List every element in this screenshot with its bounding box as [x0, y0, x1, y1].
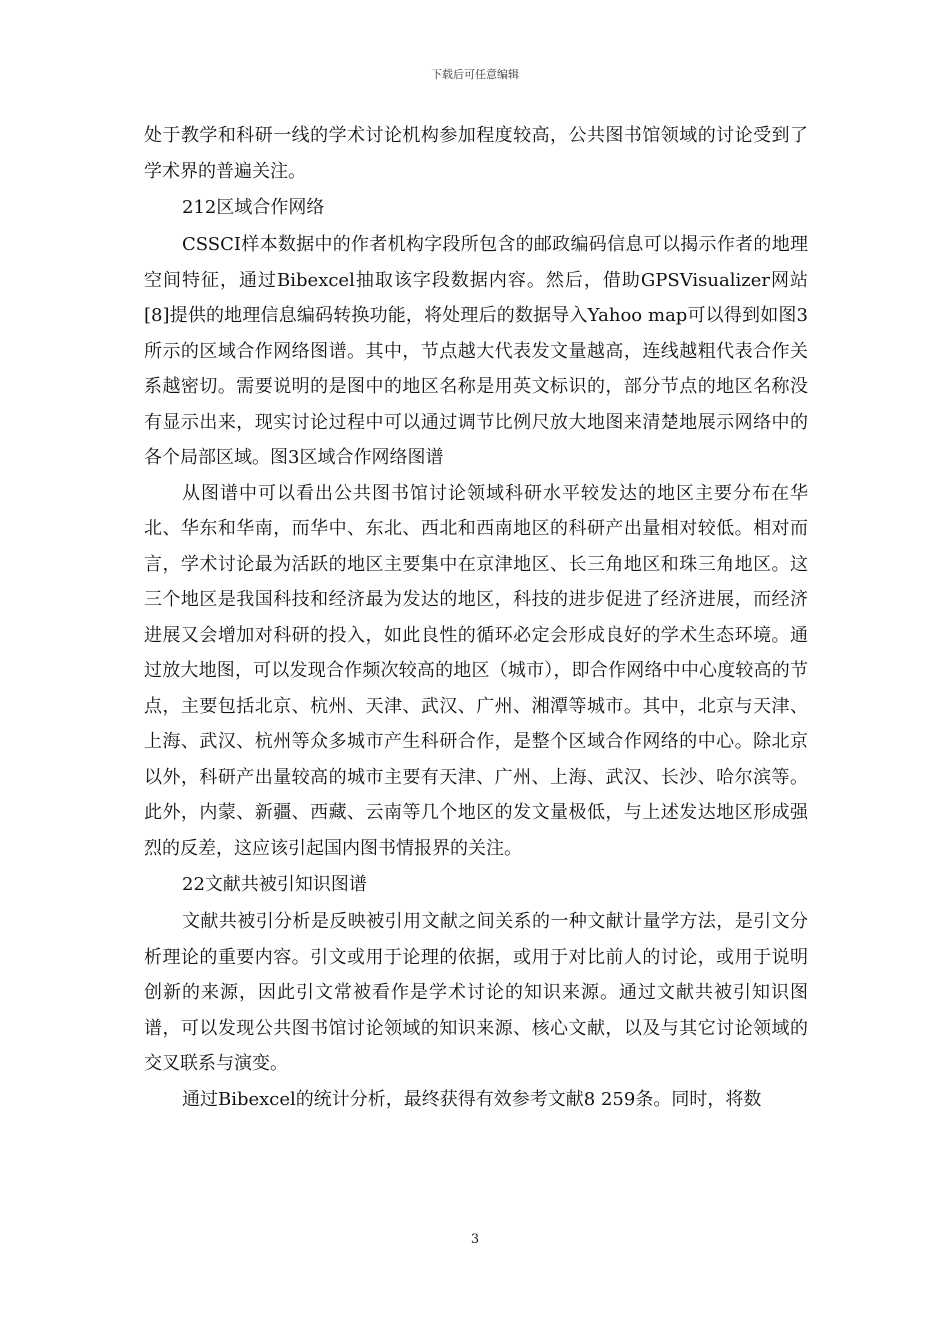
paragraph-2: CSSCI样本数据中的作者机构字段所包含的邮政编码信息可以揭示作者的地理空间特征，通过Bibexcel抽取该字段数据内容。然后，借助GPSVisualizer网站[8]提供的地理信息编码转换功能，将处理后的数据导入Yahoo map可以得到如图3所示的区域合作网络图谱。其中，节点越大代表发文量越高，连线越粗代表合作关系越密切。需要说明的是图中的地区名称是用英文标识的，部分节点的地区名称没有显示出来，现实讨论过程中可以通过调节比例尺放大地图来清楚地展示网络中的各个局部区域。图3区域合作网络图谱	[144, 234, 808, 468]
page-header-note: 下载后可任意编辑	[431, 68, 519, 81]
page-number: 3	[470, 1232, 480, 1247]
section-heading-212: 212区域合作网络	[182, 197, 325, 218]
paragraph-5: 通过Bibexcel的统计分析，最终获得有效参考文献8 259条。同时，将数	[182, 1088, 762, 1110]
paragraph-3: 从图谱中可以看出公共图书馆讨论领域科研水平较发达的地区主要分布在华北、华东和华南，而华中、东北、西北和西南地区的科研产出量相对较低。相对而言，学术讨论最为活跃的地区主要集中在京津地区、长三角地区和珠三角地区。这三个地区是我国科技和经济最为发达的地区，科技的进步促进了经济进展，而经济进展又会增加对科研的投入，如此良性的循环必定会形成良好的学术生态环境。通过放大地图，可以发现合作频次较高的地区（城市），即合作网络中中心度较高的节点，主要包括北京、杭州、天津、武汉、广州、湘潭等城市。其中，北京与天津、上海、武汉、杭州等众多城市产生科研合作，是整个区域合作网络的中心。除北京以外，科研产出量较高的城市主要有天津、广州、上海、武汉、长沙、哈尔滨等。此外，内蒙、新疆、西藏、云南等几个地区的发文量极低，与上述发达地区形成强烈的反差，这应该引起国内图书情报界的关注。	[144, 482, 808, 859]
document-body	[144, 118, 808, 1117]
paragraph-1: 处于教学和科研一线的学术讨论机构参加程度较高，公共图书馆领域的讨论受到了学术界的普遍关注。	[144, 125, 808, 182]
paragraph-4: 文献共被引分析是反映被引用文献之间关系的一种文献计量学方法，是引文分析理论的重要内容。引文或用于论理的依据，或用于对比前人的讨论，或用于说明创新的来源，因此引文常被看作是学术讨论的知识来源。通过文献共被引知识图谱，可以发现公共图书馆讨论领域的知识来源、核心文献，以及与其它讨论领域的交叉联系与演变。	[144, 911, 808, 1074]
section-heading-22: 22文献共被引知识图谱	[182, 874, 367, 895]
